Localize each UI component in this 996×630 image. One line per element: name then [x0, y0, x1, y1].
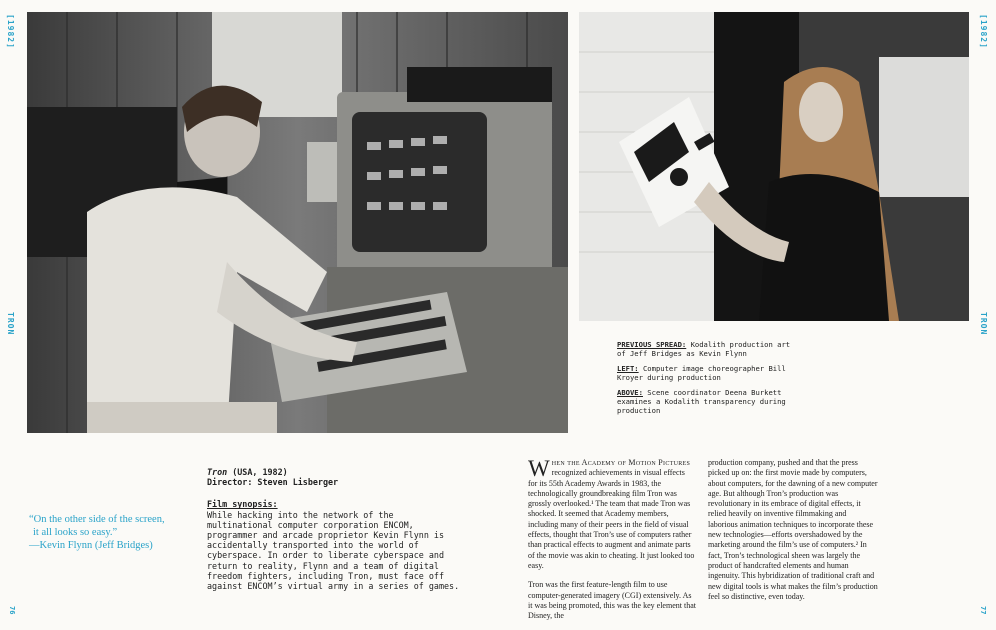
body-paragraph-2: Tron was the first feature-length film to use computer-generated imagery (CGI) extensively. As it was being promoted, this was the key element that Disney, the	[528, 580, 696, 621]
body-column-2	[708, 458, 878, 611]
synopsis-label: Film synopsis:	[207, 499, 278, 510]
running-head-year-left: [1982]	[6, 14, 15, 49]
photo-bill-kroyer-at-terminal	[27, 12, 568, 433]
page-number-left: 76	[8, 606, 16, 615]
film-title: Tron (USA, 1982)	[207, 467, 288, 477]
film-director: Director: Steven Lisberger	[207, 477, 339, 488]
pull-quote: “On the other side of the screen, it all looks so easy.” —Kevin Flynn (Jeff Bridges)	[29, 514, 165, 551]
caption-left: LEFT: Computer image choreographer Bill Kroyer during production	[617, 364, 786, 382]
body-paragraph-3: production company, pushed and that the press picked up on: the first movie made by computers, about computers, for the dawning of a new computer age. But although Tron’s production was revolutionary in its embrace of digital effects, it relied heavily on inventive filmmaking and laborious animation techniques to incorporate these new technologies—efforts overshadowed by the marketing around the film’s use of computers.² In fact, Tron’s technological sheen was largely the product of handcrafted elements and human ingenuity. This hybridization of traditional craft and new digital tools is what makes the film’s production feel so distinctive, even today.	[708, 458, 878, 601]
film-info	[207, 467, 462, 591]
running-head-title-right: TRON	[979, 312, 988, 336]
synopsis-text: While hacking into the network of the multinational computer corporation ENCOM, programmer and arcade proprietor Kevin Flynn is accidentally transported into the world of cyberspace. In order to liberate cyberspace and return to reality, Flynn and a team of digital freedom fighters, including Tron, must face off against ENCOM’s virtual army in a series of games.	[207, 509, 460, 592]
caption-above: ABOVE: Scene coordinator Deena Burkett examines a Kodalith transparency during production	[617, 388, 786, 415]
body-paragraph-1: When the Academy of Motion Pictures recognized achievements in visual effects for its 55th Academy Awards in 1983, the technologically groundbreaking film Tron was grossly overlooked.¹ The team that made Tron was shocked. It seemed that Academy members, including many of their peers in the field of visual effects, thought that Tron’s use of computers rather than practical effects to augment and animate parts of the movie was akin to cheating. It just looked too easy.	[528, 456, 695, 570]
page-number-right: 77	[979, 606, 987, 615]
caption-previous-spread: PREVIOUS SPREAD: Kodalith production art of Jeff Bridges as Kevin Flynn	[617, 340, 791, 358]
running-head-title-left: TRON	[6, 312, 15, 336]
photo-deena-burkett-with-transparency	[579, 12, 969, 321]
photo-captions	[617, 340, 797, 421]
running-head-year-right: [1982]	[979, 14, 988, 49]
body-column-1	[528, 458, 696, 630]
